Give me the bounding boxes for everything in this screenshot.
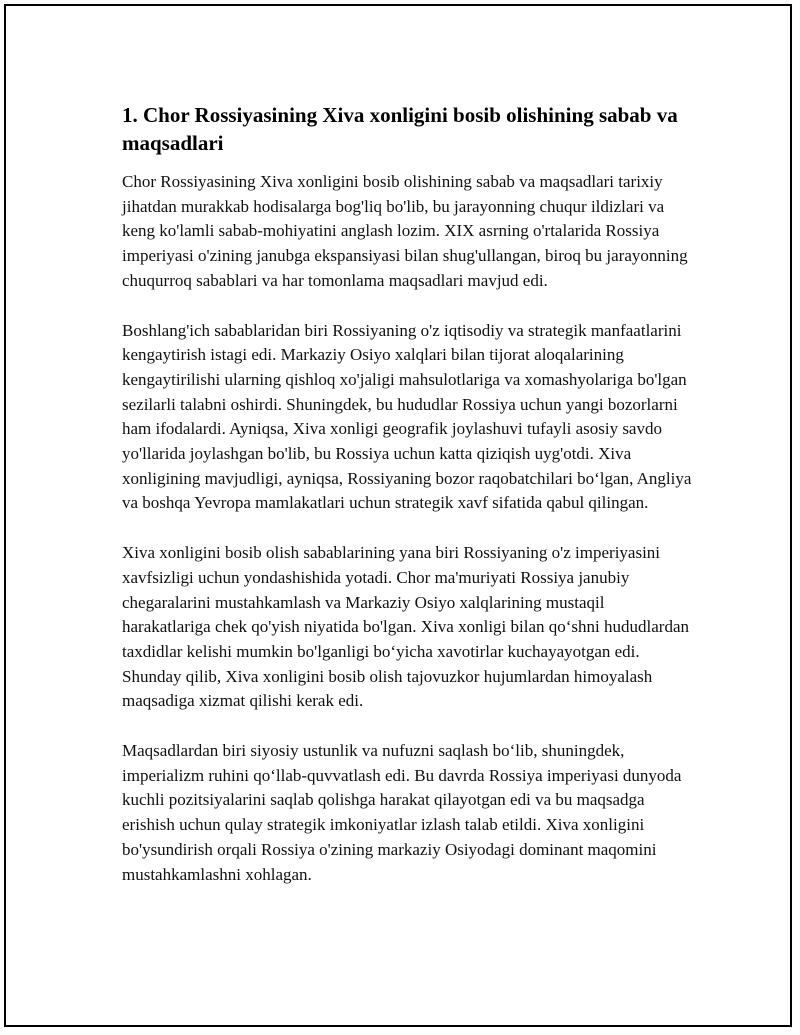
document-body [122,101,697,912]
paragraph-1: Chor Rossiyasining Xiva xonligini bosib olishining sabab va maqsadlari tarixiy jihatdan murakkab hodisalarga bog'liq bo'lib, bu jarayonning chuqur ildizlari va keng ko'lamli sabab-mohiyatini anglash lozim. XIX asrning o'rtalarida Rossiya imperiyasi o'zining janubga ekspansiyasi bilan shug'ullangan, biroq bu jarayonning chuqurroq sabablari va har tomonlama maqsadlari mavjud edi. [122,172,688,290]
document-page [4,4,792,1027]
paragraph-3: Xiva xonligini bosib olish sabablarining yana biri Rossiyaning o'z imperiyasini xavfsizligi uchun yondashishida yotadi. Chor ma'muriyati Rossiya janubiy chegaralarini mustahkamlash va Markaziy Osiyo xalqlarining mustaqil harakatlariga chek qo'yish niyatida bo'lgan. Xiva xonligi bilan qo‘shni hududlardan taxdidlar kelishi mumkin bo'lganligi bo‘yicha xavotirlar kuchayayotgan edi. Shunday qilib, Xiva xonligini bosib olish tajovuzkor hujumlardan himoyalash maqsadiga xizmat qilishi kerak edi. [122,543,689,711]
paragraph-4: Maqsadlardan biri siyosiy ustunlik va nufuzni saqlash bo‘lib, shuningdek, imperializm ruhini qo‘llab-quvvatlash edi. Bu davrda Rossiya imperiyasi dunyoda kuchli pozitsiyalarini saqlab qolishga harakat qilayotgan edi va bu maqsadga erishish uchun qulay strategik imkoniyatlar izlash talab etildi. Xiva xonligini bo'ysundirish orqali Rossiya o'zining markaziy Osiyodagi dominant maqomini mustahkamlashni xohlagan. [122,741,682,884]
paragraph-2: Boshlang'ich sabablaridan biri Rossiyaning o'z iqtisodiy va strategik manfaatlarini kengaytirish istagi edi. Markaziy Osiyo xalqlari bilan tijorat aloqalarining kengaytirilishi ularning qishloq xo'jaligi mahsulotlariga va xomashyolariga bo'lgan sezilarli talabni oshirdi. Shuningdek, bu hududlar Rossiya uchun yangi bozorlarni ham ifodalardi. Ayniqsa, Xiva xonligi geografik joylashuvi tufayli asosiy savdo yo'llarida joylashgan bo'lib, bu Rossiya uchun katta qiziqish uyg'otdi. Xiva xonligining mavjudligi, ayniqsa, Rossiyaning bozor raqobatchilari bo‘lgan, Angliya va boshqa Yevropa mamlakatlari uchun strategik xavf sifatida qabul qilingan. [122,320,692,513]
section-heading: 1. Chor Rossiyasining Xiva xonligini bosib olishining sabab va maqsadlari [122,103,678,155]
